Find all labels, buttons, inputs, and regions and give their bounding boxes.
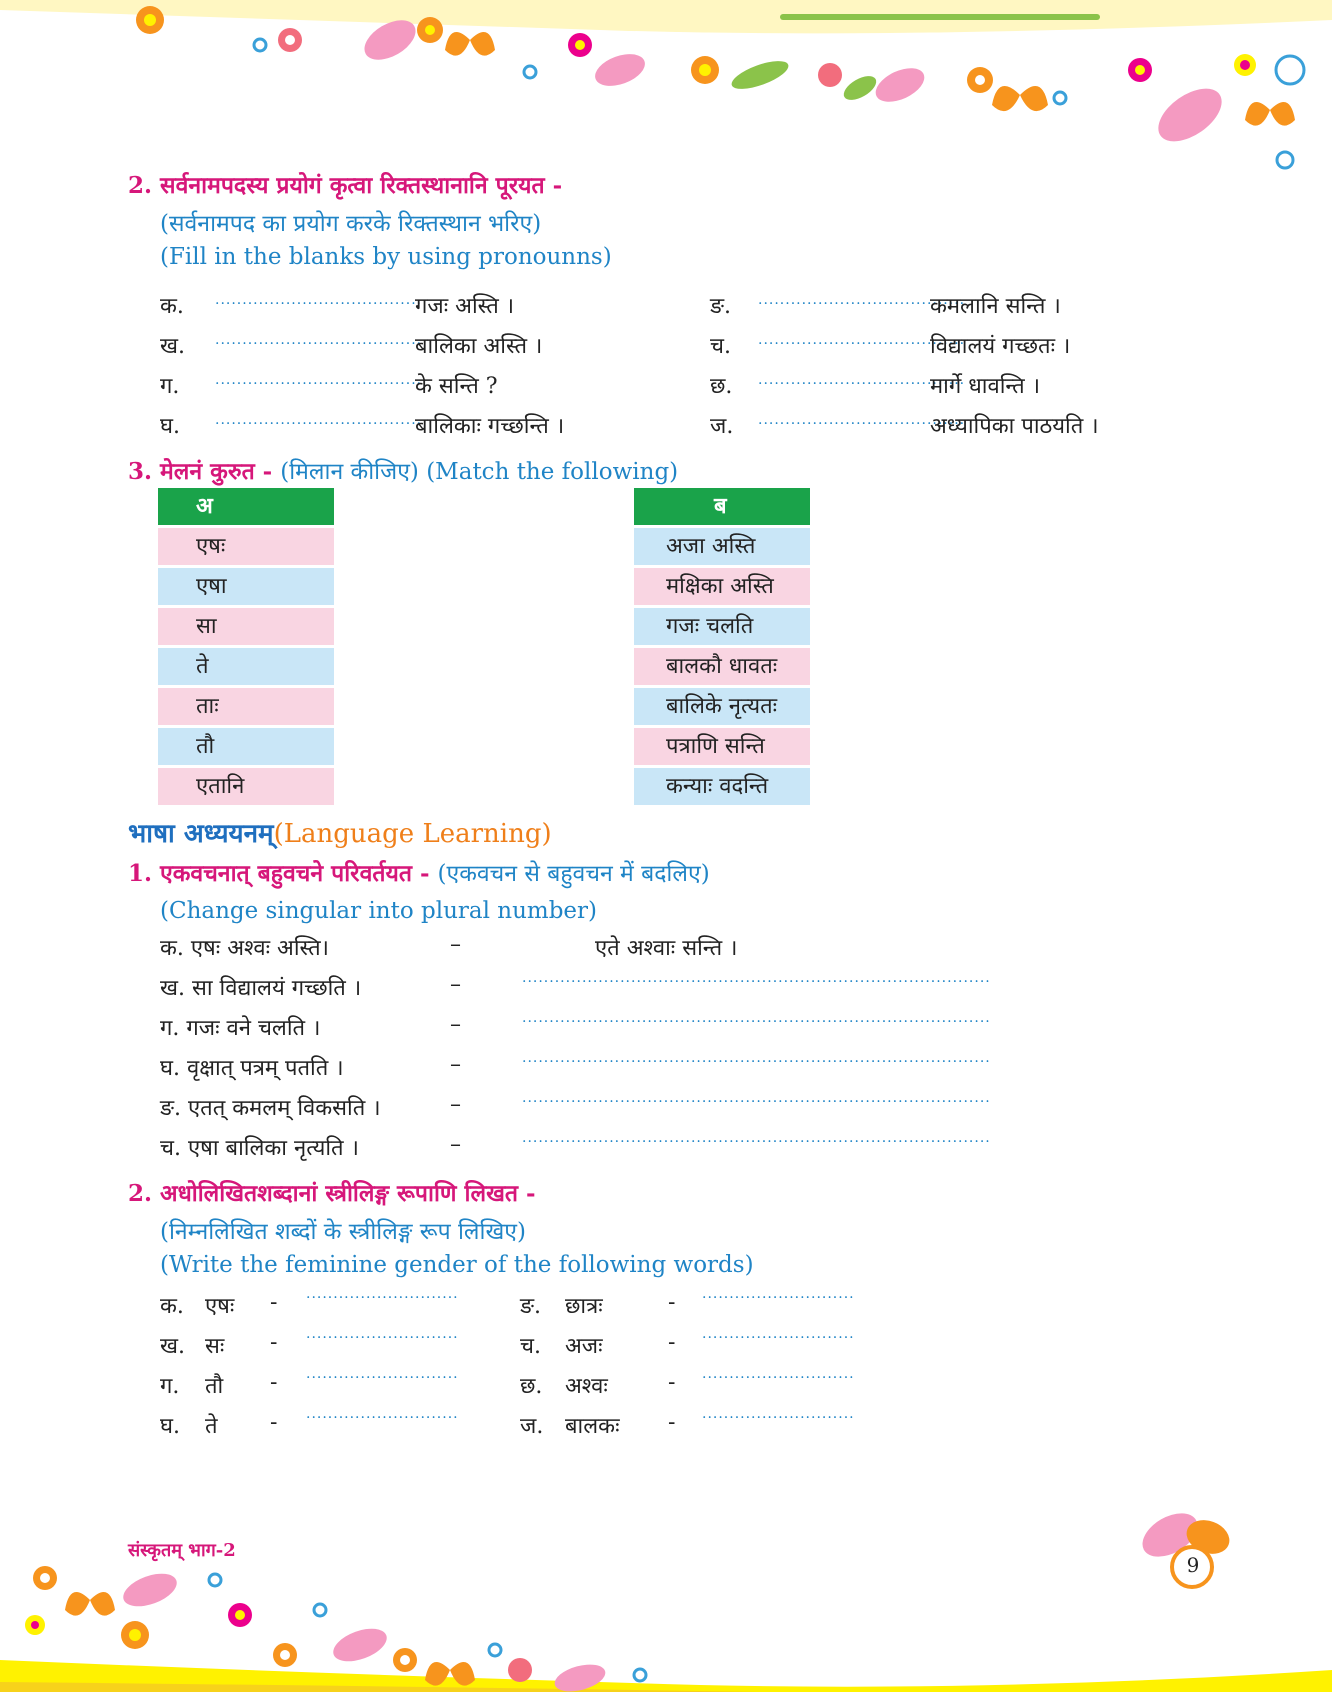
row-text: बालिकाः गच्छन्ति । — [415, 414, 565, 439]
column-b-item: अजा अस्ति — [634, 528, 810, 565]
exercise-2-title: सर्वनामपदस्य प्रयोगं कृत्वा रिक्तस्थानानि पूरयत - — [160, 172, 563, 199]
language-exercise-2-number: 2. — [128, 1180, 153, 1207]
dash: - — [668, 1370, 676, 1395]
row-text: कमलानि सन्ति । — [930, 294, 1061, 319]
dash: – — [450, 932, 461, 957]
dash: - — [668, 1290, 676, 1315]
language-exercise-1-heading — [128, 856, 710, 888]
bottom-decorative-border — [0, 1560, 1332, 1692]
language-exercise-2-hindi: (निम्नलिखित शब्दों के स्त्रीलिङ्ग रूप लिखिए) — [160, 1219, 526, 1245]
blank-line: ...................................... — [215, 372, 423, 388]
sentence: क. एषः अश्वः अस्ति। — [160, 936, 329, 961]
blank-line: ...................................... — [215, 332, 423, 348]
column-a-item: एतानि — [158, 768, 334, 805]
exercise-3-instruction: (मिलान कीजिए) (Match the following) — [280, 459, 679, 485]
language-exercise-1-number: 1. — [128, 860, 153, 887]
dash: - — [270, 1370, 278, 1395]
row-text: मार्गे धावन्ति । — [930, 374, 1041, 399]
row-label: घ. — [160, 1414, 180, 1439]
row-label: ग. — [160, 1374, 180, 1399]
blank-line: ...................................... — [758, 412, 966, 428]
answer-line: ...................................................................................... — [522, 970, 991, 986]
language-exercise-2-title: अधोलिखितशब्दानां स्त्रीलिङ्ग रूपाणि लिखत - — [160, 1180, 536, 1207]
column-b-item: मक्षिका अस्ति — [634, 568, 810, 605]
dash: – — [450, 1052, 461, 1077]
blank-line: ...................................... — [758, 332, 966, 348]
column-a-item: ताः — [158, 688, 334, 725]
dash: - — [270, 1330, 278, 1355]
row-text: अध्यापिका पाठयति । — [930, 414, 1099, 439]
answer-line: ...................................................................................... — [522, 1130, 991, 1146]
word: सः — [205, 1334, 225, 1359]
row-text: के सन्ति ? — [415, 374, 498, 399]
answer-line: ...................................................................................... — [522, 1050, 991, 1066]
column-b-header: ब — [634, 488, 810, 525]
blank-line: ...................................... — [758, 372, 966, 388]
row-label: च. — [710, 334, 731, 359]
exercise-2-heading — [128, 168, 562, 200]
answer-line: ............................ — [306, 1326, 459, 1342]
language-learning-sanskrit: भाषा अध्ययनम् — [128, 819, 274, 849]
column-b-item: बालिके नृत्यतः — [634, 688, 810, 725]
answer-line: ............................ — [702, 1366, 855, 1382]
exercise-3-title: मेलनं कुरुत - — [160, 458, 273, 485]
exercise-3-heading — [128, 454, 678, 486]
answer-line: ............................ — [306, 1366, 459, 1382]
exercise-2-hindi-instruction: (सर्वनामपद का प्रयोग करके रिक्तस्थान भरिए) — [160, 211, 542, 237]
column-a-header: अ — [158, 488, 334, 525]
exercise-2-number: 2. — [128, 172, 153, 199]
row-label: ख. — [160, 1334, 185, 1359]
sentence: ख. सा विद्यालयं गच्छति । — [160, 976, 362, 1001]
exercise-2-english-instruction: (Fill in the blanks by using pronounns) — [160, 244, 612, 270]
leaves-decoration-top — [728, 55, 880, 104]
blank-line: ...................................... — [215, 412, 423, 428]
column-a-item: तौ — [158, 728, 334, 765]
row-label: छ. — [520, 1374, 543, 1399]
dash: - — [668, 1330, 676, 1355]
row-label: क. — [160, 1294, 184, 1319]
word: ते — [205, 1414, 218, 1439]
row-label: ङ. — [710, 294, 732, 319]
row-label: छ. — [710, 374, 733, 399]
swirls-decoration-top — [254, 39, 1304, 168]
word: छात्रः — [565, 1294, 603, 1319]
column-b-item: कन्याः वदन्ति — [634, 768, 810, 805]
answer-line: ............................ — [702, 1326, 855, 1342]
row-label: घ. — [160, 414, 180, 439]
dash: – — [450, 1092, 461, 1117]
row-label: च. — [520, 1334, 541, 1359]
row-label: क. — [160, 294, 184, 319]
dash: - — [270, 1290, 278, 1315]
example-answer: एते अश्वाः सन्ति । — [595, 936, 738, 961]
language-exercise-2-heading — [128, 1176, 536, 1208]
column-a-item: एषः — [158, 528, 334, 565]
answer-line: ............................ — [702, 1286, 855, 1302]
word: बालकः — [565, 1414, 620, 1439]
row-label: ज. — [710, 414, 734, 439]
sentence: च. एषा बालिका नृत्यति । — [160, 1136, 359, 1161]
row-label: ङ. — [520, 1294, 542, 1319]
language-learning-title — [128, 814, 552, 850]
row-label: ख. — [160, 334, 185, 359]
row-text: बालिका अस्ति । — [415, 334, 543, 359]
language-exercise-1-hindi: (एकवचन से बहुवचन में बदलिए) — [437, 861, 710, 887]
row-text: गजः अस्ति । — [415, 294, 515, 319]
word: तौ — [205, 1374, 224, 1399]
word: अश्वः — [565, 1374, 608, 1399]
sentence: घ. वृक्षात् पत्रम् पतति । — [160, 1056, 344, 1081]
blank-line: ...................................... — [215, 292, 423, 308]
language-exercise-1-title: एकवचनात् बहुवचने परिवर्तयत - — [160, 860, 430, 887]
row-label: ग. — [160, 374, 180, 399]
exercise-3-number: 3. — [128, 458, 153, 485]
sentence: ग. गजः वने चलति । — [160, 1016, 321, 1041]
column-a-item: एषा — [158, 568, 334, 605]
dash: – — [450, 972, 461, 997]
dash: – — [450, 1132, 461, 1157]
answer-line: ............................ — [702, 1406, 855, 1422]
blank-line: ...................................... — [758, 292, 966, 308]
dash: – — [450, 1012, 461, 1037]
column-b-item: गजः चलति — [634, 608, 810, 645]
swirls-decoration-bottom — [209, 1574, 646, 1681]
book-title-footer: संस्कृतम् भाग-2 — [128, 1540, 236, 1561]
column-b-item: पत्राणि सन्ति — [634, 728, 810, 765]
answer-line: ...................................................................................... — [522, 1010, 991, 1026]
language-exercise-2-english: (Write the feminine gender of the following words) — [160, 1252, 754, 1278]
answer-line: ............................ — [306, 1286, 459, 1302]
answer-line: ...................................................................................... — [522, 1090, 991, 1106]
column-b-item: बालकौ धावतः — [634, 648, 810, 685]
column-a-item: सा — [158, 608, 334, 645]
word: एषः — [205, 1294, 235, 1319]
column-a-item: ते — [158, 648, 334, 685]
page-number: 9 — [1186, 1553, 1200, 1577]
dash: - — [270, 1410, 278, 1435]
row-text: विद्यालयं गच्छतः । — [930, 334, 1071, 359]
answer-line: ............................ — [306, 1406, 459, 1422]
sentence: ङ. एतत् कमलम् विकसति । — [160, 1096, 381, 1121]
language-learning-english: (Language Learning) — [273, 819, 552, 849]
word: अजः — [565, 1334, 603, 1359]
language-exercise-1-english: (Change singular into plural number) — [160, 898, 598, 924]
row-label: ज. — [520, 1414, 544, 1439]
dash: - — [668, 1410, 676, 1435]
